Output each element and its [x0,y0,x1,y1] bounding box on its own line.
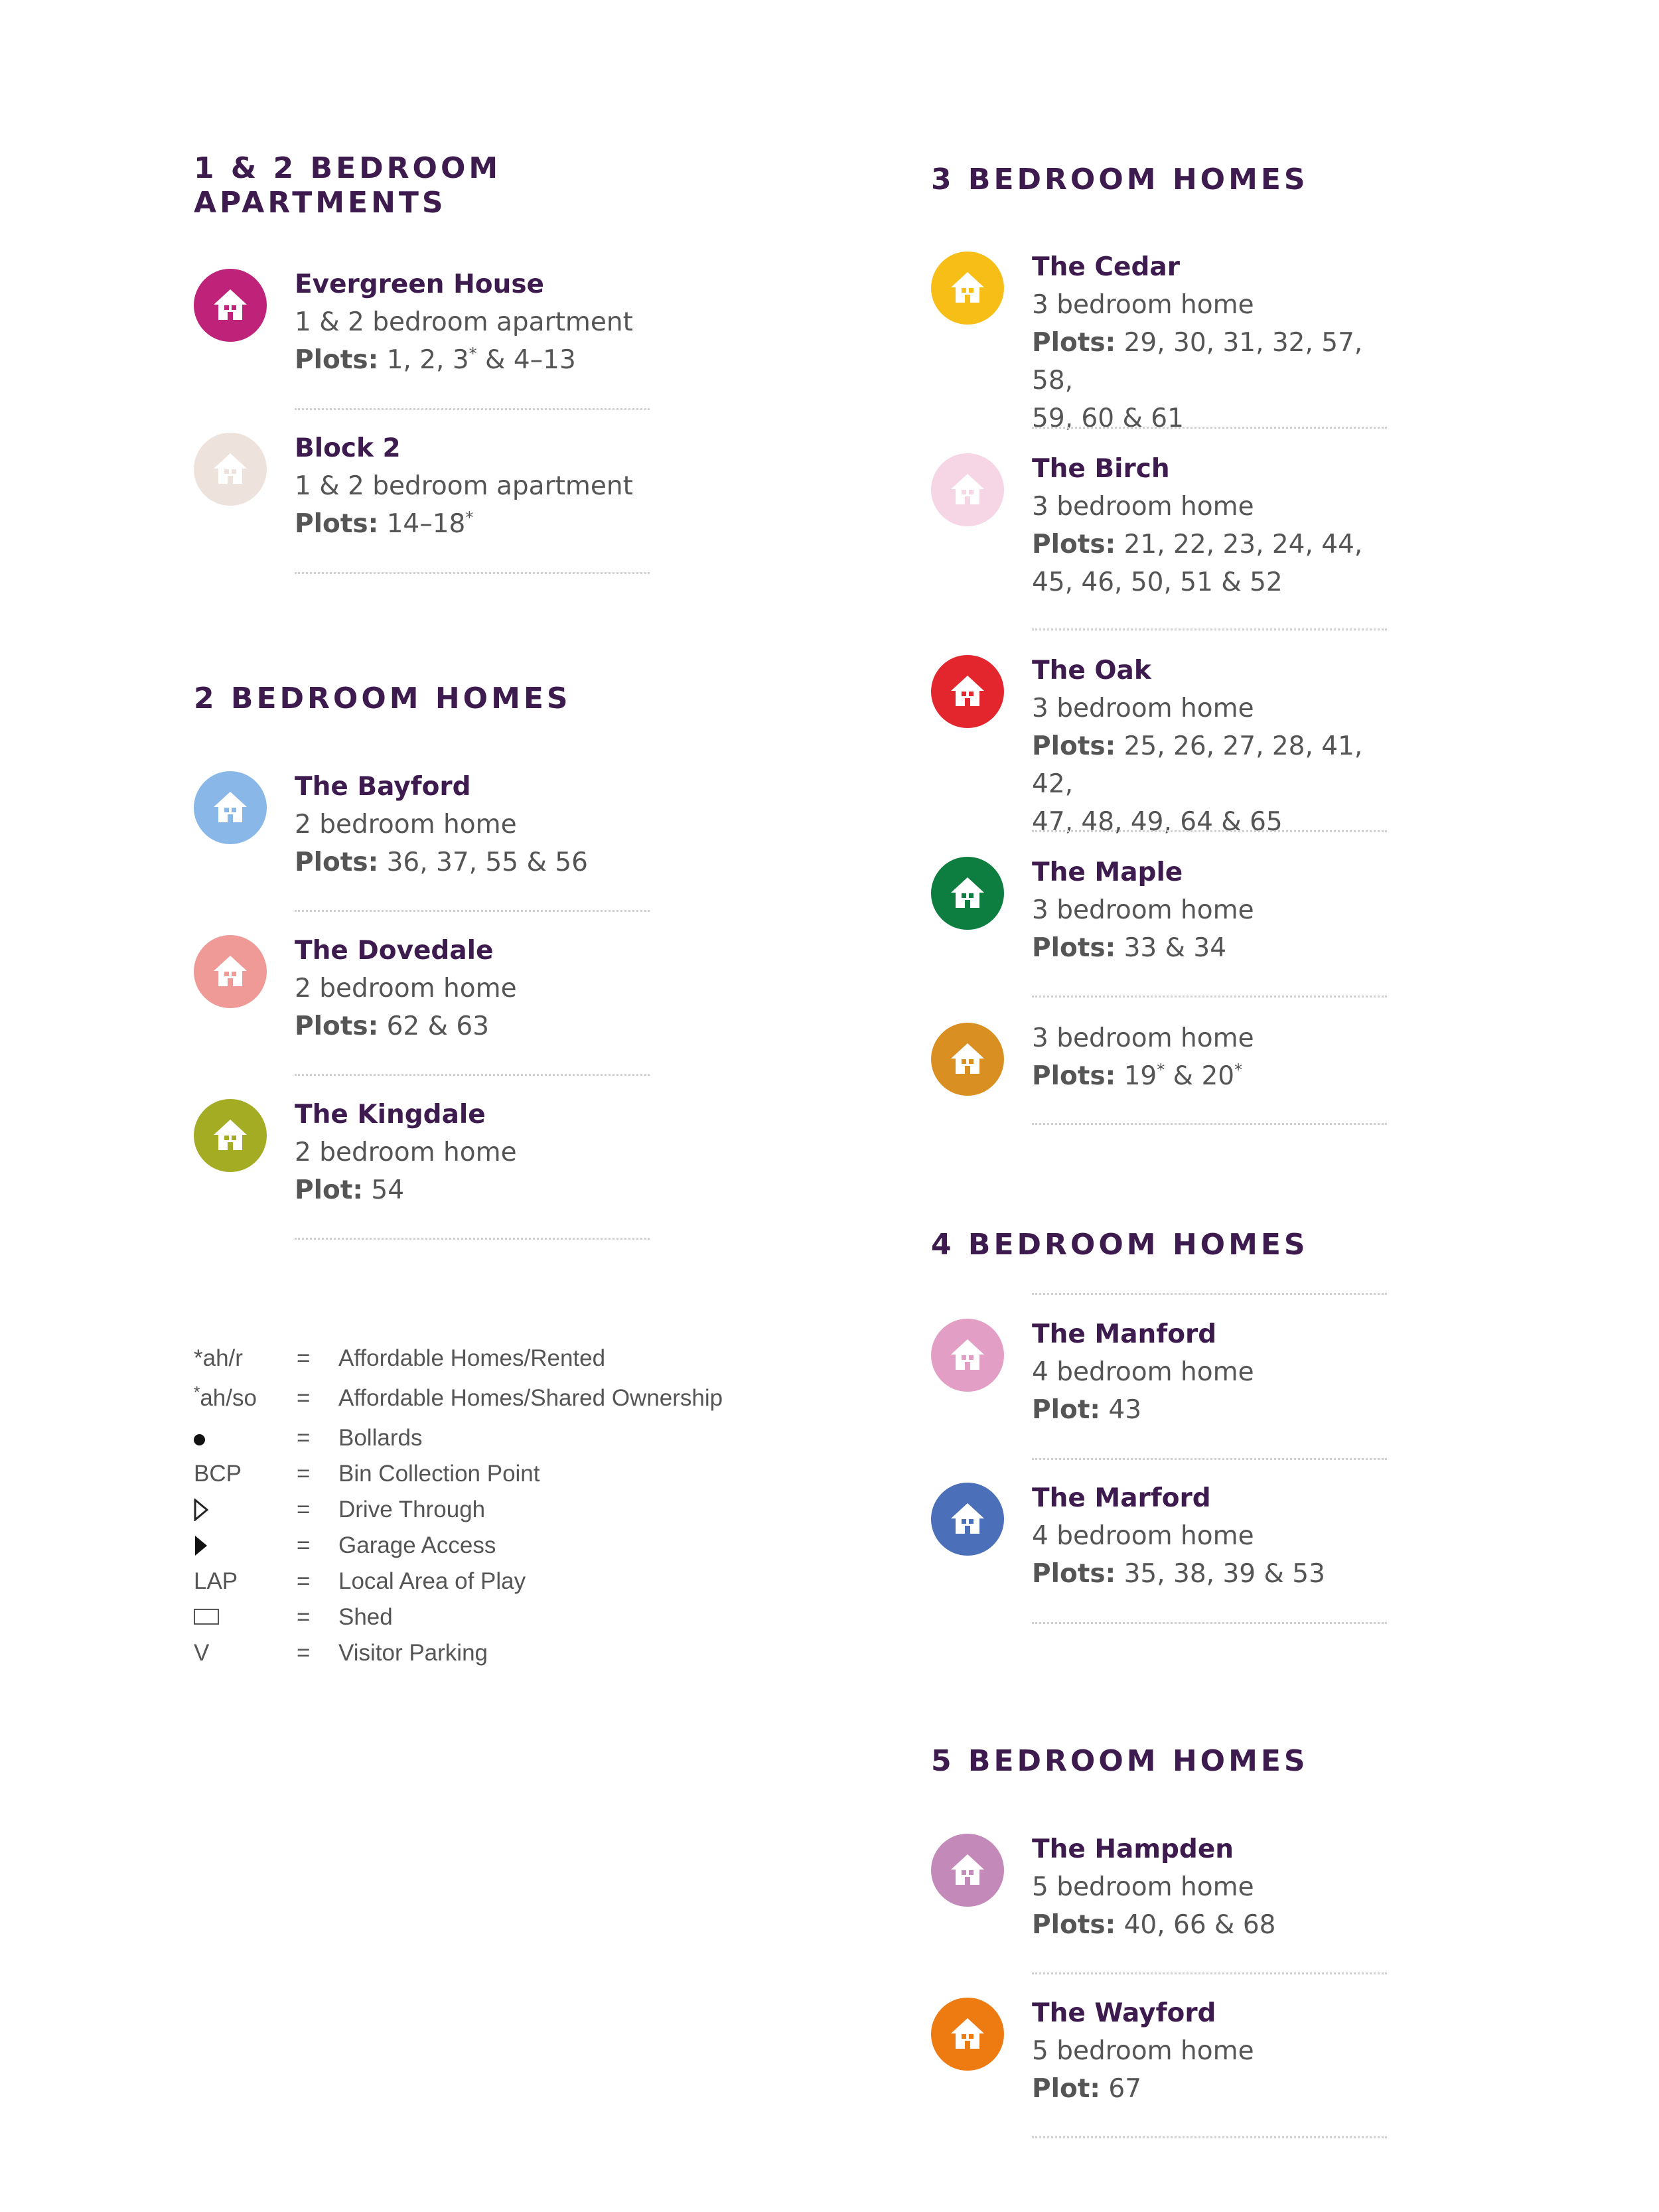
asterisk: * [1157,1061,1165,1079]
home-description: 5 bedroom home [1032,2036,1254,2066]
key-description: Affordable Homes/Shared Ownership [338,1385,723,1411]
key-row-bollards [194,1420,791,1456]
home-description: 3 bedroom home [1032,694,1254,723]
home-plots [1032,1391,1404,1429]
section-title-3-bedroom: 3 BEDROOM HOMES [931,163,1309,196]
plots-label: Plots: [295,848,379,877]
home-name: The Kingdale [295,1100,486,1130]
home-plots [1032,526,1404,601]
plots-label: Plots: [1032,1061,1116,1091]
plots-label: Plots: [1032,1910,1116,1940]
home-description: 2 bedroom home [295,810,517,840]
plots-label: Plot: [1032,2074,1100,2104]
plots-label: Plot: [1032,1395,1100,1425]
divider [295,910,650,912]
home-plots [1032,1057,1404,1095]
key-equals: = [297,1497,311,1522]
plots-value: 1, 2, 3 [378,345,469,375]
home-description: 2 bedroom home [295,974,517,1003]
home-name: The Maple [1032,857,1183,887]
house-icon [931,252,1004,325]
plots-value-rest: & 20 [1165,1061,1235,1091]
plots-value: 43 [1100,1395,1142,1425]
divider [295,1074,650,1076]
house-icon [931,1998,1004,2071]
key-description: Bin Collection Point [338,1461,540,1487]
divider [1032,830,1387,832]
key-symbol [194,1376,257,1420]
plots-value-line-2: 45, 46, 50, 51 & 52 [1032,567,1283,597]
plots-label: Plots: [1032,731,1116,761]
plots-value: 54 [362,1175,405,1205]
outline-rectangle-icon [194,1599,219,1635]
plots-value: 36, 37, 55 & 56 [378,848,588,877]
divider [1032,628,1387,630]
asterisk: * [1234,1061,1243,1079]
key-equals: = [297,1640,311,1666]
home-name: Block 2 [295,433,401,463]
key-row-ah-r [194,1341,791,1376]
section-title-2-bedroom: 2 BEDROOM HOMES [194,682,571,715]
section-title-apartments [194,151,501,220]
key-symbol: BCP [194,1461,242,1487]
outline-triangle-icon [194,1492,208,1528]
key-description: Shed [338,1604,393,1630]
key-row-shed [194,1599,791,1635]
key-equals: = [297,1345,311,1371]
plots-value: 29, 30, 31, 32, 57, 58, [1032,328,1363,396]
key-row-garage-access [194,1528,791,1564]
plots-value-line-2: 59, 60 & 61 [1032,404,1184,433]
plots-label: Plots: [1032,328,1116,358]
home-plots [1032,324,1404,437]
home-name: The Oak [1032,656,1151,686]
home-name: The Wayford [1032,1998,1216,2028]
key-symbol: V [194,1640,210,1666]
title-line-1: 1 & 2 BEDROOM [194,151,502,185]
key-description: Bollards [338,1425,423,1451]
home-description: 4 bedroom home [1032,1521,1254,1551]
plots-label: Plots: [295,345,379,375]
key-row-visitor-parking [194,1635,791,1671]
key-symbol: *ah/r [194,1345,243,1371]
house-icon [931,1483,1004,1556]
divider [1032,2136,1387,2138]
section-title-5-bedroom: 5 BEDROOM HOMES [931,1744,1309,1778]
asterisk: * [465,508,474,527]
key-equals: = [297,1532,311,1558]
home-plots [1032,2070,1404,2108]
home-plots [295,1171,666,1209]
home-plots [295,844,666,881]
plots-value: 14–18 [378,509,466,539]
key-description: Garage Access [338,1532,496,1558]
home-description: 3 bedroom home [1032,1023,1254,1053]
plots-label: Plots: [1032,933,1116,963]
home-name: The Dovedale [295,936,494,966]
key-symbol: LAP [194,1568,238,1594]
key-row-bcp [194,1456,791,1492]
home-name: The Manford [1032,1319,1217,1349]
plots-value: 21, 22, 23, 24, 44, [1116,530,1363,559]
home-name: Evergreen House [295,269,545,299]
house-icon [931,1319,1004,1392]
divider [295,408,650,410]
home-description: 3 bedroom home [1032,492,1254,522]
house-icon [931,857,1004,930]
home-name: The Cedar [1032,252,1180,282]
home-description: 2 bedroom home [295,1138,517,1167]
divider [1032,1123,1387,1125]
key-legend [194,1341,791,1671]
divider [1032,1622,1387,1624]
home-name: The Hampden [1032,1834,1234,1864]
key-equals: = [297,1385,311,1411]
home-name: The Birch [1032,454,1170,484]
plots-value: 35, 38, 39 & 53 [1116,1559,1325,1589]
key-equals: = [297,1568,311,1594]
home-description: 4 bedroom home [1032,1357,1254,1387]
house-icon [931,453,1004,526]
home-plots [295,341,666,379]
plots-label: Plots: [1032,530,1116,559]
home-name: The Bayford [295,772,471,802]
plots-value: 62 & 63 [378,1011,490,1041]
house-icon [194,935,267,1008]
divider [1032,995,1387,997]
home-plots [1032,1906,1404,1944]
home-description: 3 bedroom home [1032,895,1254,925]
divider [295,1238,650,1240]
house-icon [194,433,267,506]
key-row-lap [194,1564,791,1599]
plots-label: Plots: [1032,1559,1116,1589]
plots-label: Plot: [295,1175,363,1205]
plots-value-rest: & 4–13 [476,345,576,375]
key-symbol-text: ah/so [200,1385,257,1411]
key-description: Drive Through [338,1497,486,1522]
divider [1032,427,1387,429]
house-icon [194,269,267,342]
filled-triangle-icon [194,1528,208,1564]
key-row-drive-through [194,1492,791,1528]
key-description: Visitor Parking [338,1640,488,1666]
plots-label: Plots: [295,1011,379,1041]
divider [1032,1293,1387,1295]
title-line-2: APARTMENTS [194,186,447,220]
home-plots [1032,929,1404,967]
key-description: Local Area of Play [338,1568,526,1594]
key-equals: = [297,1461,311,1487]
house-icon [931,1834,1004,1907]
home-plots [1032,727,1404,841]
home-name: The Marford [1032,1483,1211,1513]
asterisk: * [469,344,477,363]
divider [295,572,650,574]
home-description: 1 & 2 bedroom apartment [295,307,633,337]
house-icon [931,1023,1004,1096]
plots-value-line-2: 47, 48, 49, 64 & 65 [1032,807,1283,837]
filled-dot-icon [194,1420,205,1456]
key-row-ah-so [194,1376,791,1420]
key-equals: = [297,1604,311,1630]
divider [1032,1972,1387,1974]
plots-value: 33 & 34 [1116,933,1227,963]
home-plots [295,505,666,543]
key-description: Affordable Homes/Rented [338,1345,606,1371]
home-description: 3 bedroom home [1032,290,1254,320]
plots-value: 40, 66 & 68 [1116,1910,1276,1940]
divider [1032,1458,1387,1460]
home-description: 5 bedroom home [1032,1872,1254,1902]
house-icon [931,655,1004,728]
plots-label: Plots: [295,509,379,539]
asterisk: * [194,1383,200,1402]
section-title-4-bedroom: 4 BEDROOM HOMES [931,1228,1309,1262]
key-equals: = [297,1425,311,1451]
home-description: 1 & 2 bedroom apartment [295,471,633,501]
home-plots [1032,1555,1404,1593]
home-plots [295,1007,666,1045]
plots-value: 25, 26, 27, 28, 41, 42, [1032,731,1363,799]
plots-value: 67 [1100,2074,1142,2104]
plots-value: 19 [1116,1061,1157,1091]
house-icon [194,771,267,844]
house-icon [194,1099,267,1172]
